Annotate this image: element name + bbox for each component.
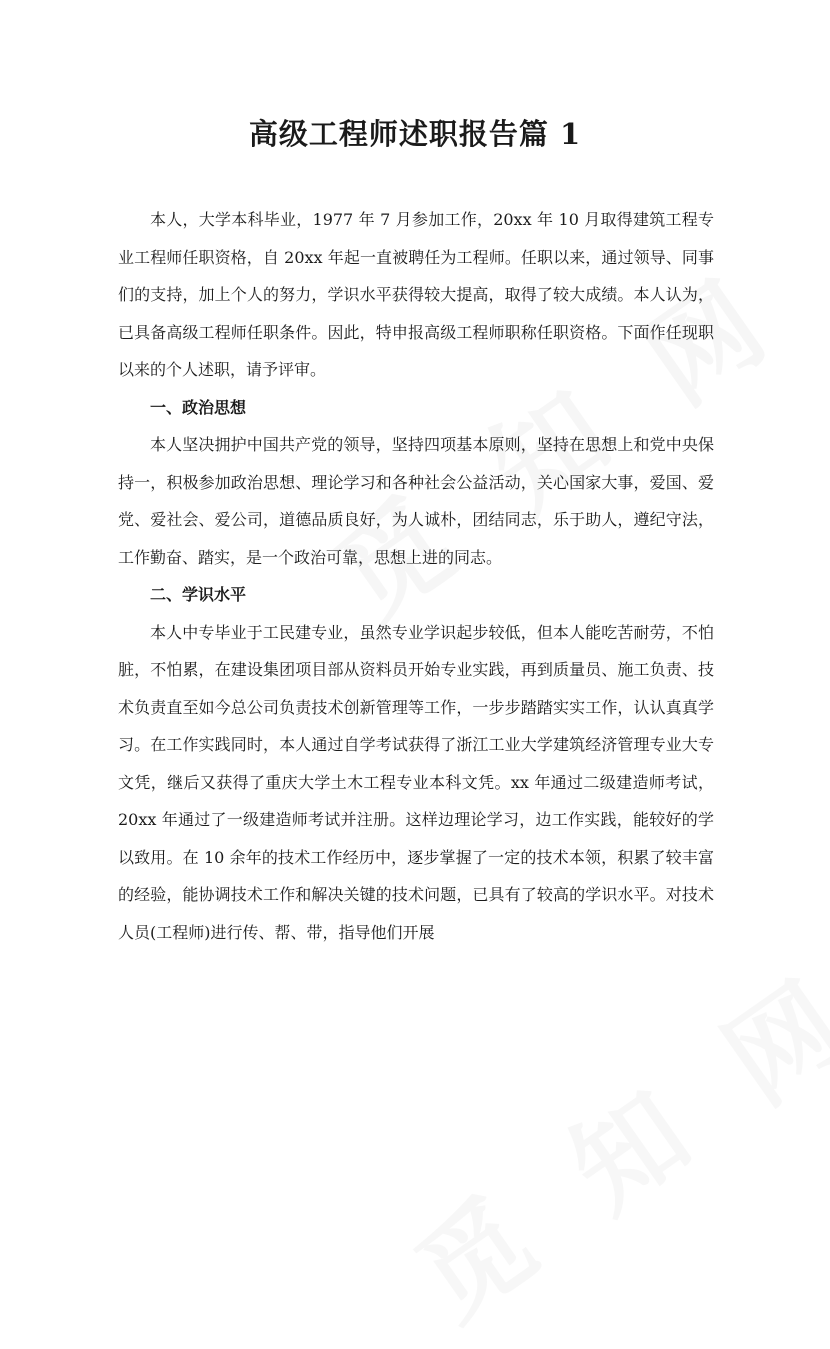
section-heading-politics: 一、政治思想 — [150, 397, 247, 417]
politics-paragraph: 本人坚决拥护中国共产党的领导，坚持四项基本原则，坚持在思想上和党中央保持一，积极参加政治思想、理论学习和各种社会公益活动，关心国家大事，爱国、爱党、爱社会、爱公司，道德品质良好，为人诚朴，团结同志，乐于助人，遵纪守法，工作勤奋、踏实，是一个政治可靠，思想上进的同志。 — [118, 435, 714, 567]
intro-paragraph: 本人，大学本科毕业，1977 年 7 月参加工作，20xx 年 10 月取得建筑工程专业工程师任职资格，自 20xx 年起一直被聘任为工程师。任职以来，通过领导、同事们的支持，加上个人的努力，学识水平获得较大提高，取得了较大成绩。本人认为，已具备高级工程师任职条件。因此，特申报高级工程师职称任职资格。下面作任现职以来的个人述职，请予评审。 — [118, 210, 714, 379]
watermark-lower — [380, 929, 830, 1349]
document-title: 高级工程师述职报告篇 1 — [248, 117, 582, 151]
document-body — [118, 201, 714, 951]
section-heading-knowledge: 二、学识水平 — [150, 585, 247, 604]
knowledge-paragraph: 本人中专毕业于工民建专业，虽然专业学识起步较低，但本人能吃苦耐劳，不怕脏，不怕累，在建设集团项目部从资料员开始专业实践，再到质量员、施工负责、技术负责直至如今总公司负责技术创新管理等工作，一步步踏踏实实工作，认认真真学习。在工作实践同时，本人通过自学考试获得了浙江工业大学建筑经济管理专业大专文凭，继后又获得了重庆大学土木工程专业本科文凭。xx 年通过二级建造师考试，20xx 年通过了一级建造师考试并注册。这样边理论学习，边工作实践，能较好的学以致用。在 10 余年的技术工作经历中，逐步掌握了一定的技术本领，积累了较丰富的经验，能协调技术工作和解决关键的技术问题，已具有了较高的学识水平。对技术人员(工程师)进行传、帮、带，指导他们开展 — [118, 622, 714, 942]
